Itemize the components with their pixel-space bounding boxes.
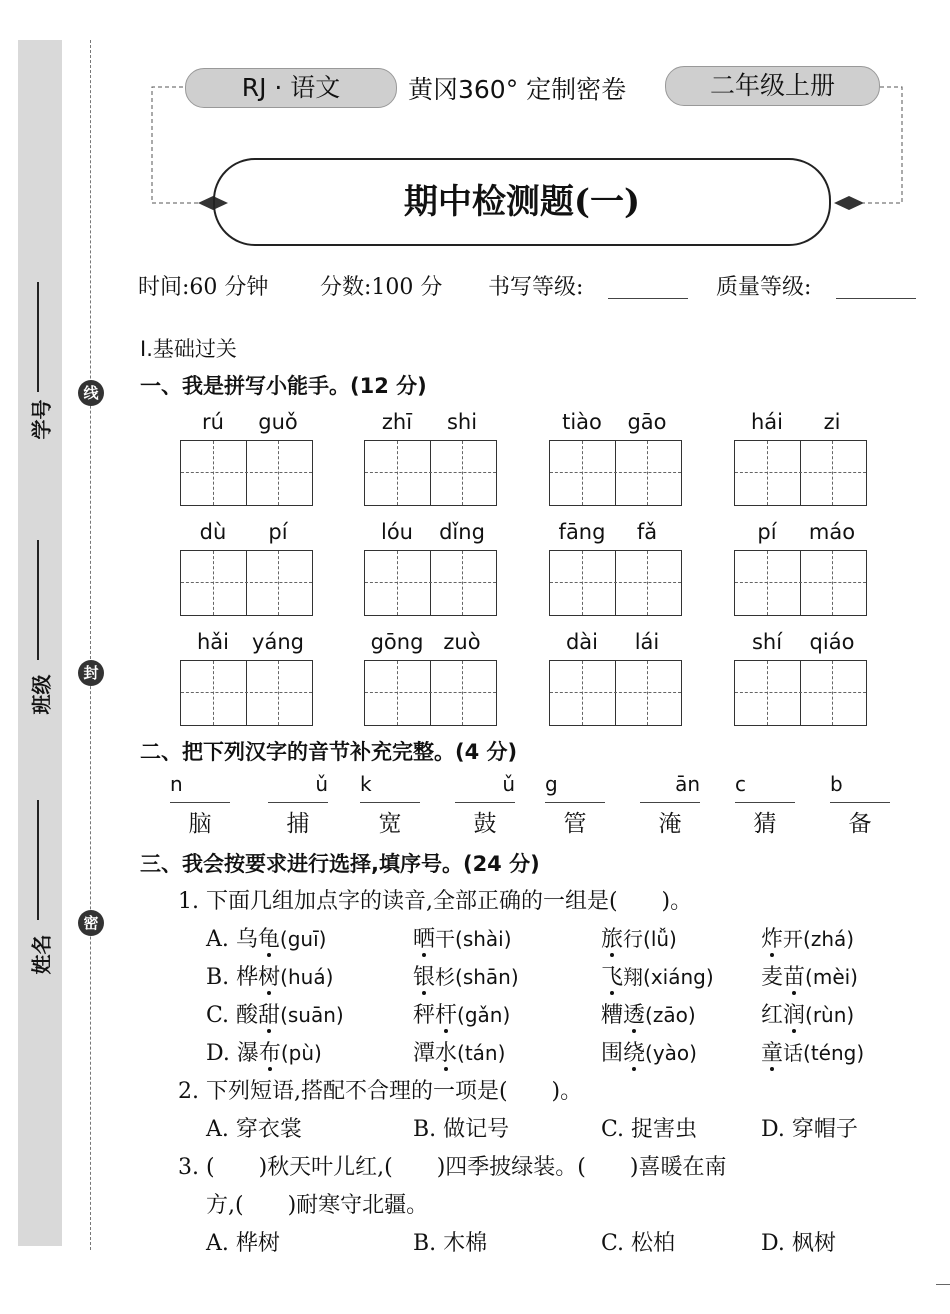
option-pinyin: 开(zhá) <box>783 927 855 951</box>
pinyin-syllable: zuò <box>443 630 481 654</box>
writing-grade-label: 书写等级: <box>488 275 584 300</box>
option-pinyin: (huá) <box>280 965 334 989</box>
hanzi-char: 管 <box>563 811 587 837</box>
grid-cell[interactable] <box>246 661 312 725</box>
quality-grade-label: 质量等级: <box>716 275 812 300</box>
grid-guide <box>365 472 496 473</box>
option-pinyin: (pù) <box>280 1041 322 1065</box>
dotted-char: 银 <box>413 965 436 990</box>
q3-heading: 三、我会按要求进行选择,填序号。(24 分) <box>140 852 540 876</box>
grid-guide <box>462 661 463 725</box>
grid-guide <box>397 661 398 725</box>
option-text: D. 瀑 <box>206 1041 259 1066</box>
grid-guide <box>278 661 279 725</box>
class-line <box>37 540 39 660</box>
q3-2-option-b[interactable]: B. 做记号 <box>413 1117 510 1142</box>
q2-heading: 二、把下列汉字的音节补充完整。(4 分) <box>140 740 518 764</box>
writing-grid[interactable] <box>180 550 313 616</box>
seal-line: 线 <box>78 380 104 406</box>
grid-guide <box>582 441 583 505</box>
grid-cell[interactable] <box>430 661 496 725</box>
option-text: 秤 <box>413 1003 436 1028</box>
grid-guide <box>550 582 681 583</box>
reading-option <box>761 1036 864 1067</box>
binding-margin <box>18 40 62 1246</box>
pinyin-syllable: shi <box>446 410 478 434</box>
grid-guide <box>213 441 214 505</box>
dotted-char: 旅 <box>601 927 624 952</box>
hanzi-char: 猜 <box>753 811 777 837</box>
grid-cell[interactable] <box>800 661 866 725</box>
dotted-char: 润 <box>783 1003 806 1028</box>
hanzi-char: 宽 <box>378 811 402 837</box>
syllable-item[interactable] <box>360 772 420 838</box>
grid-guide <box>735 582 866 583</box>
grid-guide <box>278 551 279 615</box>
reading-option <box>413 998 510 1029</box>
grid-cell[interactable] <box>615 661 681 725</box>
student-id-line <box>37 282 39 392</box>
reading-option <box>761 998 854 1029</box>
option-text: C. 酸 <box>206 1003 259 1028</box>
grid-cell[interactable] <box>430 551 496 615</box>
q3-3-option-c[interactable]: C. 松柏 <box>601 1231 676 1256</box>
option-pinyin: (yào) <box>645 1041 697 1065</box>
hanzi-char: 鼓 <box>473 811 497 837</box>
option-pinyin: (rùn) <box>805 1003 855 1027</box>
option-pinyin: (gǎn) <box>457 1003 511 1027</box>
grid-cell[interactable] <box>246 551 312 615</box>
syllable-item[interactable] <box>830 772 890 838</box>
dotted-char: 龟 <box>257 927 280 952</box>
q3-2-option-a[interactable]: A. 穿衣裳 <box>206 1117 302 1142</box>
dotted-char: 晒 <box>413 927 436 952</box>
grade-badge: 二年级上册 <box>665 66 880 106</box>
reading-option[interactable] <box>206 960 333 991</box>
writing-grid[interactable] <box>734 440 867 506</box>
dotted-char: 布 <box>258 1041 281 1066</box>
writing-grid[interactable] <box>734 660 867 726</box>
pinyin-syllable: máo <box>808 520 856 544</box>
q3-3-option-a[interactable]: A. 桦树 <box>206 1231 280 1256</box>
q1-heading: 一、我是拼写小能手。(12 分) <box>140 374 427 398</box>
writing-grid[interactable] <box>549 550 682 616</box>
grid-guide <box>582 661 583 725</box>
grid-guide <box>767 661 768 725</box>
pinyin-syllable: pí <box>268 520 288 544</box>
pinyin-syllable: hǎi <box>196 630 229 654</box>
option-text: 红 <box>761 1003 784 1028</box>
dotted-char: 苗 <box>783 965 806 990</box>
score-info: 分数:100 分 <box>320 275 443 300</box>
grid-guide <box>462 551 463 615</box>
syllable-item[interactable] <box>735 772 795 838</box>
writing-grid[interactable] <box>364 550 497 616</box>
pinyin-syllable: yáng <box>252 630 304 654</box>
grid-cell[interactable] <box>800 441 866 505</box>
reading-option <box>761 960 858 991</box>
option-text: 糟 <box>601 1003 624 1028</box>
pinyin-syllable: zi <box>823 410 841 434</box>
grid-guide <box>181 582 312 583</box>
dotted-char: 树 <box>258 965 281 990</box>
option-pinyin: 干(shài) <box>435 927 512 951</box>
dotted-char: 透 <box>623 1003 646 1028</box>
option-text: 潭 <box>413 1041 436 1066</box>
grid-guide <box>767 441 768 505</box>
syllable-item[interactable] <box>455 772 515 838</box>
page-mark <box>936 1284 950 1285</box>
syllable-blank[interactable]: ǔ <box>455 772 515 803</box>
grid-guide <box>213 661 214 725</box>
grid-cell[interactable] <box>430 441 496 505</box>
pinyin-syllable: pí <box>757 520 777 544</box>
grid-guide <box>647 441 648 505</box>
q3-2-option-d[interactable]: D. 穿帽子 <box>761 1117 858 1142</box>
cut-line <box>90 40 91 1250</box>
option-text: B. 桦 <box>206 965 259 990</box>
reading-option <box>601 1036 697 1067</box>
q3-2-stem: 2. 下列短语,搭配不合理的一项是( )。 <box>178 1079 583 1104</box>
syllable-blank[interactable]: ān <box>640 772 700 803</box>
q3-3-stem-line2: 方,( )耐寒守北疆。 <box>206 1193 429 1218</box>
dotted-char: 甜 <box>258 1003 281 1028</box>
reading-option <box>413 960 519 991</box>
syllable-blank[interactable]: ǔ <box>268 772 328 803</box>
option-pinyin: 话(téng) <box>783 1041 865 1065</box>
syllable-blank[interactable]: c <box>735 772 795 803</box>
reading-option <box>761 922 854 953</box>
series-name: 黄冈360° 定制密卷 <box>408 75 627 104</box>
option-text: 围 <box>601 1041 624 1066</box>
pinyin-syllable: fāng <box>558 520 606 544</box>
q3-3-stem-line1: 3. ( )秋天叶儿红,( )四季披绿装。( )喜暖在南 <box>178 1155 727 1180</box>
pinyin-syllable: guǒ <box>258 410 298 434</box>
dotted-char: 杆 <box>435 1003 458 1028</box>
option-pinyin: (zāo) <box>645 1003 696 1027</box>
reading-option[interactable] <box>206 1036 322 1067</box>
grid-guide <box>550 692 681 693</box>
option-pinyin: (tán) <box>457 1041 506 1065</box>
grid-guide <box>832 661 833 725</box>
grid-cell[interactable] <box>800 551 866 615</box>
syllable-blank[interactable]: k <box>360 772 420 803</box>
reading-option <box>601 922 677 953</box>
grid-guide <box>832 441 833 505</box>
option-pinyin: (mèi) <box>805 965 858 989</box>
syllable-blank[interactable]: n <box>170 772 230 803</box>
reading-option <box>601 998 696 1029</box>
dotted-char: 水 <box>435 1041 458 1066</box>
syllable-blank[interactable]: b <box>830 772 890 803</box>
grid-guide <box>462 441 463 505</box>
option-pinyin: 行(lǚ) <box>623 927 677 951</box>
name-line <box>37 800 39 920</box>
reading-option[interactable] <box>206 998 344 1029</box>
writing-grid[interactable] <box>734 550 867 616</box>
dotted-char: 飞 <box>601 965 624 990</box>
pinyin-syllable: gāo <box>627 410 667 434</box>
pinyin-syllable: dù <box>199 520 227 544</box>
student-id-label: 学号 <box>29 399 54 440</box>
q3-3-option-b[interactable]: B. 木棉 <box>413 1231 488 1256</box>
writing-grid[interactable] <box>549 660 682 726</box>
writing-grid[interactable] <box>180 660 313 726</box>
writing-grid[interactable] <box>364 660 497 726</box>
pinyin-syllable: dài <box>565 630 599 654</box>
pinyin-syllable: lóu <box>381 520 413 544</box>
syllable-item[interactable] <box>545 772 605 838</box>
q3-1-stem: 1. 下面几组加点字的读音,全部正确的一组是( )。 <box>178 889 693 914</box>
writing-grid[interactable] <box>549 440 682 506</box>
pinyin-syllable: qiáo <box>809 630 855 654</box>
grid-guide <box>647 551 648 615</box>
writing-grid[interactable] <box>180 440 313 506</box>
subject-badge: RJ · 语文 <box>185 68 397 108</box>
option-text: 麦 <box>761 965 784 990</box>
reading-option[interactable] <box>206 922 326 953</box>
grid-guide <box>365 582 496 583</box>
class-label: 班级 <box>29 674 54 715</box>
grid-guide <box>832 551 833 615</box>
pinyin-syllable: tiào <box>562 410 602 434</box>
part-heading: Ⅰ.基础过关 <box>140 337 237 361</box>
option-pinyin: 翔(xiáng) <box>623 965 714 989</box>
option-pinyin: (guī) <box>279 927 327 951</box>
pinyin-syllable: shí <box>751 630 783 654</box>
q3-3-option-d[interactable]: D. 枫树 <box>761 1231 836 1256</box>
option-pinyin: (suān) <box>280 1003 344 1027</box>
dotted-char: 绕 <box>623 1041 646 1066</box>
seal-secret: 密 <box>78 910 104 936</box>
pinyin-syllable: hái <box>750 410 783 434</box>
grid-guide <box>735 472 866 473</box>
reading-option <box>413 922 512 953</box>
grid-cell[interactable] <box>615 551 681 615</box>
grid-cell[interactable] <box>246 441 312 505</box>
seal-seal: 封 <box>78 660 104 686</box>
hanzi-char: 捕 <box>286 811 310 837</box>
writing-grid[interactable] <box>364 440 497 506</box>
grid-guide <box>397 441 398 505</box>
grid-guide <box>550 472 681 473</box>
pinyin-syllable: zhī <box>381 410 413 434</box>
grid-guide <box>397 551 398 615</box>
grid-guide <box>767 551 768 615</box>
pinyin-syllable: rú <box>202 410 224 434</box>
hanzi-char: 脑 <box>188 811 212 837</box>
hanzi-char: 淹 <box>658 811 682 837</box>
grid-guide <box>735 692 866 693</box>
time-info: 时间:60 分钟 <box>138 275 269 300</box>
syllable-item[interactable] <box>268 772 328 838</box>
grid-guide <box>181 692 312 693</box>
name-label: 姓名 <box>29 934 54 975</box>
grid-guide <box>365 692 496 693</box>
dotted-char: 炸 <box>761 927 784 952</box>
option-text: A. 乌 <box>206 927 258 952</box>
reading-option <box>601 960 714 991</box>
pinyin-syllable: dǐng <box>439 520 485 544</box>
grid-guide <box>181 472 312 473</box>
hanzi-char: 备 <box>848 811 872 837</box>
grid-guide <box>278 441 279 505</box>
syllable-blank[interactable]: g <box>545 772 605 803</box>
reading-option <box>413 1036 505 1067</box>
dotted-char: 童 <box>761 1041 784 1066</box>
writing-grade-blank[interactable] <box>608 298 688 299</box>
grid-cell[interactable] <box>615 441 681 505</box>
page-title: 期中检测题(一) <box>213 158 831 246</box>
grid-guide <box>213 551 214 615</box>
grid-guide <box>647 661 648 725</box>
grid-guide <box>582 551 583 615</box>
pinyin-syllable: lái <box>634 630 660 654</box>
quality-grade-blank[interactable] <box>836 298 916 299</box>
pinyin-syllable: gōng <box>370 630 424 654</box>
syllable-item[interactable] <box>170 772 230 838</box>
q3-2-option-c[interactable]: C. 捉害虫 <box>601 1117 698 1142</box>
option-pinyin: 杉(shān) <box>435 965 519 989</box>
syllable-item[interactable] <box>640 772 700 838</box>
pinyin-syllable: fǎ <box>636 520 658 544</box>
